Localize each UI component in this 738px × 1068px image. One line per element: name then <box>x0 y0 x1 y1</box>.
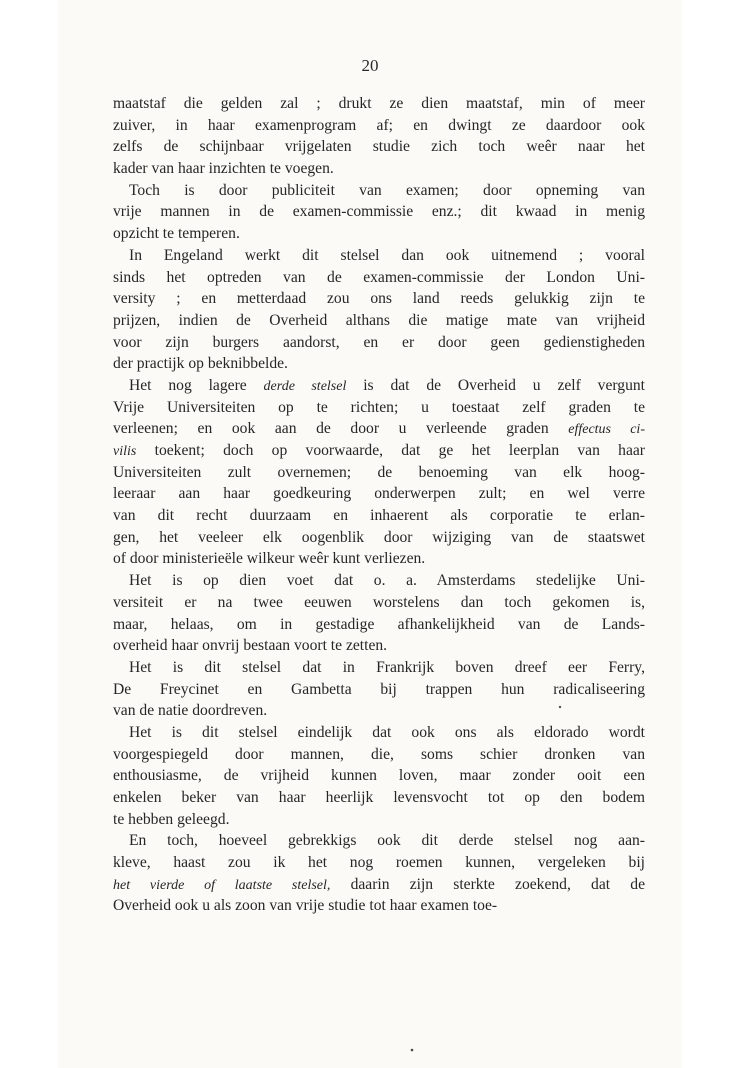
page-number: 20 <box>361 56 379 75</box>
text-segment: vrije mannen in de examen-commissie enz.; dit kwaad in menig <box>113 203 645 221</box>
text-segment: In Engeland werkt dit stelsel dan ook uitnemend ; vooral <box>129 246 645 264</box>
text-line <box>113 722 645 744</box>
text-segment: verleenen; en ook aan de door u verleende graden <box>113 420 569 438</box>
text-line <box>113 679 645 701</box>
text-segment: maar, helaas, om in gestadige afhankelijkheid van de Lands- <box>113 615 645 633</box>
text-segment: gen, het veeleer elk oogenblik door wijziging van de staatswet <box>113 528 645 546</box>
text-segment: versity ; en metterdaad zou ons land reeds gelukkig zijn te <box>113 290 645 308</box>
text-segment: leeraar aan haar goedkeuring onderwerpen zult; en wel verre <box>113 485 645 503</box>
text-segment: sinds het optreden van de examen-commissie der London Uni- <box>113 268 645 286</box>
text-segment: En toch, hoeveel gebrekkigs ook dit derde stelsel nog aan- <box>129 832 645 850</box>
text-line <box>113 115 645 137</box>
text-line <box>113 505 645 527</box>
text-line <box>113 332 645 354</box>
text-segment: maatstaf die gelden zal ; drukt ze dien maatstaf, min of meer <box>113 95 645 112</box>
text-line <box>113 440 645 462</box>
text-segment: te hebben geleegd. <box>113 810 230 828</box>
text-segment: daarin zijn sterkte zoekend, dat de <box>330 875 646 893</box>
text-segment: is dat de Overheid u zelf vergunt <box>346 376 646 394</box>
text-line <box>113 201 645 223</box>
text-line <box>113 418 645 440</box>
text-line <box>113 397 645 419</box>
text-segment: opzicht te temperen. <box>113 225 240 243</box>
text-line <box>113 483 645 505</box>
text-line <box>113 809 645 831</box>
text-line <box>113 180 645 202</box>
text-line <box>113 353 645 375</box>
text-line <box>113 570 645 592</box>
text-line <box>113 245 645 267</box>
text-line <box>113 462 645 484</box>
text-line <box>113 635 645 657</box>
text-line <box>113 895 645 917</box>
text-line <box>113 700 645 722</box>
text-segment: van de natie doordreven. <box>113 702 268 720</box>
text-line <box>113 267 645 289</box>
italic-phrase: het vierde of laatste stelsel, <box>113 877 331 893</box>
text-line <box>113 765 645 787</box>
text-segment: Universiteiten zult overnemen; de benoeming van elk hoog- <box>113 463 645 481</box>
text-segment: of door ministerieële wilkeur weêr kunt verliezen. <box>113 550 426 568</box>
text-line <box>113 93 645 115</box>
text-segment: voor zijn burgers aandorst, en er door geen gedienstigheden <box>113 333 645 351</box>
text-segment: enkelen beker van haar heerlijk levensvocht tot op den bodem <box>113 789 645 806</box>
text-segment: Overheid ook u als zoon van vrije studie tot haar examen toe- <box>113 897 498 915</box>
text-segment: Het is op dien voet dat o. a. Amsterdams stedelijke Uni- <box>129 572 645 590</box>
text-segment: Het nog lagere <box>129 376 264 394</box>
text-segment: De Freycinet en Gambetta bij trappen hun radicaliseering <box>113 680 645 698</box>
text-segment: Vrije Universiteiten op te richten; u toestaat zelf graden te <box>113 398 645 416</box>
text-line <box>113 548 645 570</box>
text-line <box>113 744 645 766</box>
text-line <box>113 830 645 852</box>
italic-phrase: effectus ci- <box>568 422 645 438</box>
text-segment: prijzen, indien de Overheid althans die matige mate van vrijheid <box>113 311 645 329</box>
text-line <box>113 223 645 245</box>
text-line <box>113 592 645 614</box>
text-line <box>113 288 645 310</box>
text-segment: kader van haar inzichten te voegen. <box>113 160 334 178</box>
text-line <box>113 874 645 896</box>
text-segment: van dit recht duurzaam en inhaerent als corporatie te erlan- <box>113 507 645 525</box>
text-segment: zelfs de schijnbaar vrijgelaten studie zich toch weêr naar het <box>113 138 645 156</box>
text-segment: Het is dit stelsel dat in Frankrijk boven dreef eer Ferry, <box>129 658 645 676</box>
text-line <box>113 614 645 636</box>
text-segment: versiteit er na twee eeuwen worstelens dan toch gekomen is, <box>113 593 645 611</box>
text-segment: kleve, haast zou ik het nog roemen kunnen, vergeleken bij <box>113 854 645 872</box>
text-line <box>113 527 645 549</box>
body-text <box>113 93 645 917</box>
text-segment: der practijk op beknibbelde. <box>113 355 288 373</box>
italic-phrase: vilis <box>113 444 137 459</box>
text-segment: zuiver, in haar examenprogram af; en dwingt ze daardoor ook <box>113 116 645 134</box>
text-segment: Toch is door publiciteit van examen; door opneming van <box>129 181 645 199</box>
text-line <box>113 375 645 397</box>
text-segment: overheid haar onvrij bestaan voort te zetten. <box>113 637 388 655</box>
text-segment: Het is dit stelsel eindelijk dat ook ons als eldorado wordt <box>129 723 645 741</box>
text-line <box>113 787 645 809</box>
text-line <box>113 136 645 158</box>
text-segment: voorgespiegeld door mannen, die, soms schier dronken van <box>113 745 645 763</box>
text-segment: toekent; doch op voorwaarde, dat ge het leerplan van haar <box>136 442 645 459</box>
text-line <box>113 657 645 679</box>
text-line <box>113 158 645 180</box>
text-line <box>113 310 645 332</box>
text-segment: enthousiasme, de vrijheid kunnen loven, maar zonder ooit een <box>113 767 645 785</box>
italic-phrase: derde stelsel <box>263 378 347 394</box>
text-line <box>113 852 645 874</box>
